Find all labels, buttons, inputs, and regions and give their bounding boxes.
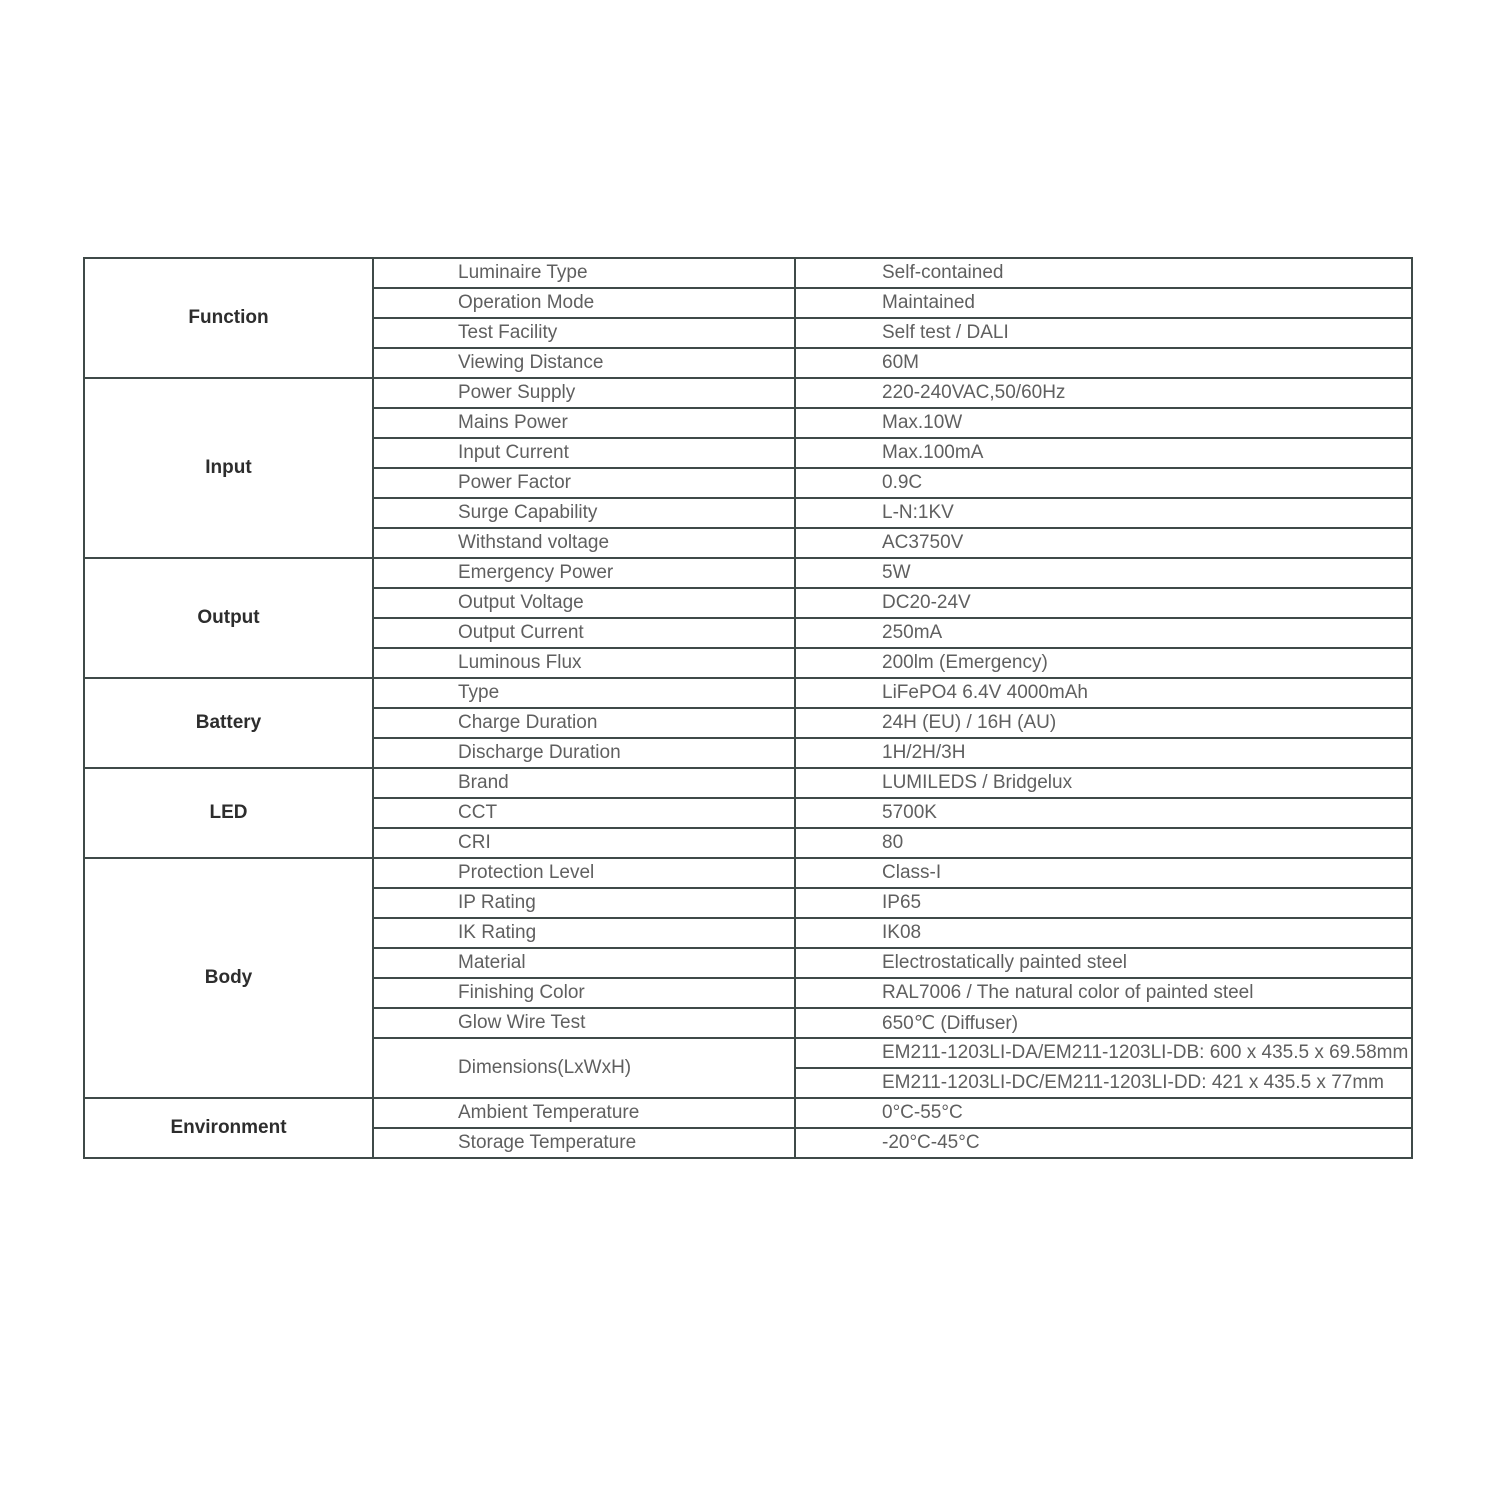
param-label: Output Current — [373, 618, 795, 648]
param-value: 0°C-55°C — [795, 1098, 1412, 1128]
param-value: Electrostatically painted steel — [795, 948, 1412, 978]
param-label: Ambient Temperature — [373, 1098, 795, 1128]
param-value: RAL7006 / The natural color of painted steel — [795, 978, 1412, 1008]
spec-table — [83, 257, 1413, 1159]
param-value: EM211-1203LI-DC/EM211-1203LI-DD: 421 x 435.5 x 77mm — [795, 1068, 1412, 1098]
param-value: 5700K — [795, 798, 1412, 828]
param-label: Output Voltage — [373, 588, 795, 618]
param-label: Viewing Distance — [373, 348, 795, 378]
param-value: Self test / DALI — [795, 318, 1412, 348]
param-value: Maintained — [795, 288, 1412, 318]
param-value: 24H (EU) / 16H (AU) — [795, 708, 1412, 738]
param-label: IP Rating — [373, 888, 795, 918]
param-label: Charge Duration — [373, 708, 795, 738]
group-label: Environment — [84, 1098, 373, 1158]
param-label: Brand — [373, 768, 795, 798]
param-label: Emergency Power — [373, 558, 795, 588]
param-label: Power Supply — [373, 378, 795, 408]
group-label: Battery — [84, 678, 373, 768]
param-label: Luminaire Type — [373, 258, 795, 288]
table-row — [84, 678, 1412, 708]
param-value: 1H/2H/3H — [795, 738, 1412, 768]
group-label: Input — [84, 378, 373, 558]
param-value: 650℃ (Diffuser) — [795, 1008, 1412, 1038]
param-value: 200lm (Emergency) — [795, 648, 1412, 678]
param-label: Discharge Duration — [373, 738, 795, 768]
param-label: Luminous Flux — [373, 648, 795, 678]
param-value: 250mA — [795, 618, 1412, 648]
param-value: AC3750V — [795, 528, 1412, 558]
param-value: IP65 — [795, 888, 1412, 918]
param-value: Class-I — [795, 858, 1412, 888]
param-value: Max.100mA — [795, 438, 1412, 468]
param-label: Type — [373, 678, 795, 708]
param-value: 60M — [795, 348, 1412, 378]
param-value: 5W — [795, 558, 1412, 588]
table-row — [84, 768, 1412, 798]
param-label: Test Facility — [373, 318, 795, 348]
param-value: DC20-24V — [795, 588, 1412, 618]
spec-table-body — [84, 258, 1412, 1158]
table-row — [84, 378, 1412, 408]
param-label: Mains Power — [373, 408, 795, 438]
param-value: LiFePO4 6.4V 4000mAh — [795, 678, 1412, 708]
group-label: Output — [84, 558, 373, 678]
param-value: 0.9C — [795, 468, 1412, 498]
group-label: Body — [84, 858, 373, 1098]
table-row — [84, 258, 1412, 288]
param-value: -20°C-45°C — [795, 1128, 1412, 1158]
param-label: IK Rating — [373, 918, 795, 948]
group-label: LED — [84, 768, 373, 858]
table-row — [84, 558, 1412, 588]
param-value: Self-contained — [795, 258, 1412, 288]
param-value: Max.10W — [795, 408, 1412, 438]
table-row — [84, 858, 1412, 888]
param-label: Input Current — [373, 438, 795, 468]
param-label: Material — [373, 948, 795, 978]
param-label: CRI — [373, 828, 795, 858]
param-value: LUMILEDS / Bridgelux — [795, 768, 1412, 798]
param-value: 80 — [795, 828, 1412, 858]
param-value: EM211-1203LI-DA/EM211-1203LI-DB: 600 x 435.5 x 69.58mm — [795, 1038, 1412, 1068]
group-label: Function — [84, 258, 373, 378]
param-label: Dimensions(LxWxH) — [373, 1038, 795, 1098]
param-label: Operation Mode — [373, 288, 795, 318]
param-label: Glow Wire Test — [373, 1008, 795, 1038]
param-value: IK08 — [795, 918, 1412, 948]
table-row — [84, 1098, 1412, 1128]
param-label: Protection Level — [373, 858, 795, 888]
param-label: CCT — [373, 798, 795, 828]
param-label: Surge Capability — [373, 498, 795, 528]
param-value: L-N:1KV — [795, 498, 1412, 528]
param-label: Finishing Color — [373, 978, 795, 1008]
param-label: Storage Temperature — [373, 1128, 795, 1158]
param-label: Power Factor — [373, 468, 795, 498]
param-label: Withstand voltage — [373, 528, 795, 558]
param-value: 220-240VAC,50/60Hz — [795, 378, 1412, 408]
